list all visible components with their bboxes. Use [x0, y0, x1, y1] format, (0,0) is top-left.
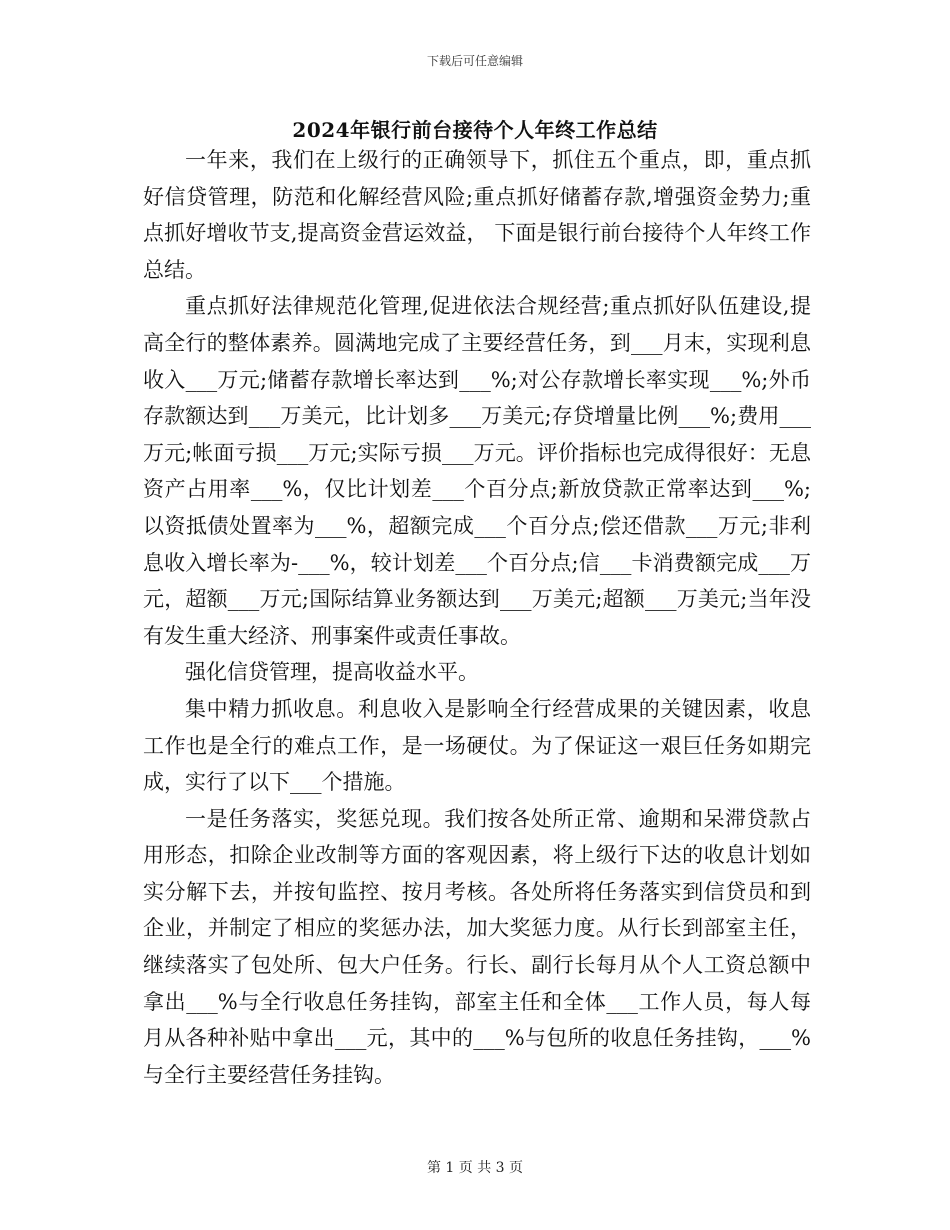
paragraph-3: 强化信贷管理，提高收益水平。: [185, 660, 479, 685]
document-body: [143, 142, 811, 1093]
paragraph-1: 一年来，我们在上级行的正确领导下，抓住五个重点，即，重点抓好信贷管理，防范和化解经营风险;重点抓好储蓄存款,增强资金势力;重点抓好增收节支,提高资金营运效益， 下面是银行前台接待个人年终工作总结。: [143, 148, 811, 282]
paragraph-5: 一是任务落实，奖惩兑现。我们按各处所正常、逾期和呆滞贷款占用形态，扣除企业改制等方面的客观因素，将上级行下达的收息计划如实分解下去，并按旬监控、按月考核。各处所将任务落实到信贷员和到企业，并制定了相应的奖惩办法，加大奖惩力度。从行长到部室主任，继续落实了包处所、包大户任务。行长、副行长每月从个人工资总额中拿出___%与全行收息任务挂钩，部室主任和全体___工作人员，每人每月从各种补贴中拿出___元，其中的___%与包所的收息任务挂钩，___%与全行主要经营任务挂钩。: [143, 806, 811, 1087]
paragraph-2: 重点抓好法律规范化管理,促进依法合规经营;重点抓好队伍建设,提高全行的整体素养。圆满地完成了主要经营任务，到___月末，实现利息收入___万元;储蓄存款增长率达到___%;对公存款增长率实现___%;外币存款额达到___万美元，比计划多___万美元;存贷增量比例___%;费用___万元;帐面亏损___万元;实际亏损___万元。评价指标也完成得很好：无息资产占用率___%，仅比计划差___个百分点;新放贷款正常率达到___%;以资抵债处置率为___%，超额完成___个百分点;偿还借款___万元;非利息收入增长率为-___%，较计划差___个百分点;信___卡消费额完成___万元，超额___万元;国际结算业务额达到___万美元;超额___万美元;当年没有发生重大经济、刑事案件或责任事故。: [143, 294, 811, 648]
page-header: 下载后可任意编辑: [426, 54, 523, 68]
paragraph-4: 集中精力抓收息。利息收入是影响全行经营成果的关键因素，收息工作也是全行的难点工作，是一场硬仗。为了保证这一艰巨任务如期完成，实行了以下___个措施。: [143, 696, 811, 795]
document-title: 2024年银行前台接待个人年终工作总结: [292, 118, 658, 142]
page-number-footer: 第 1 页 共 3 页: [426, 1160, 524, 1176]
